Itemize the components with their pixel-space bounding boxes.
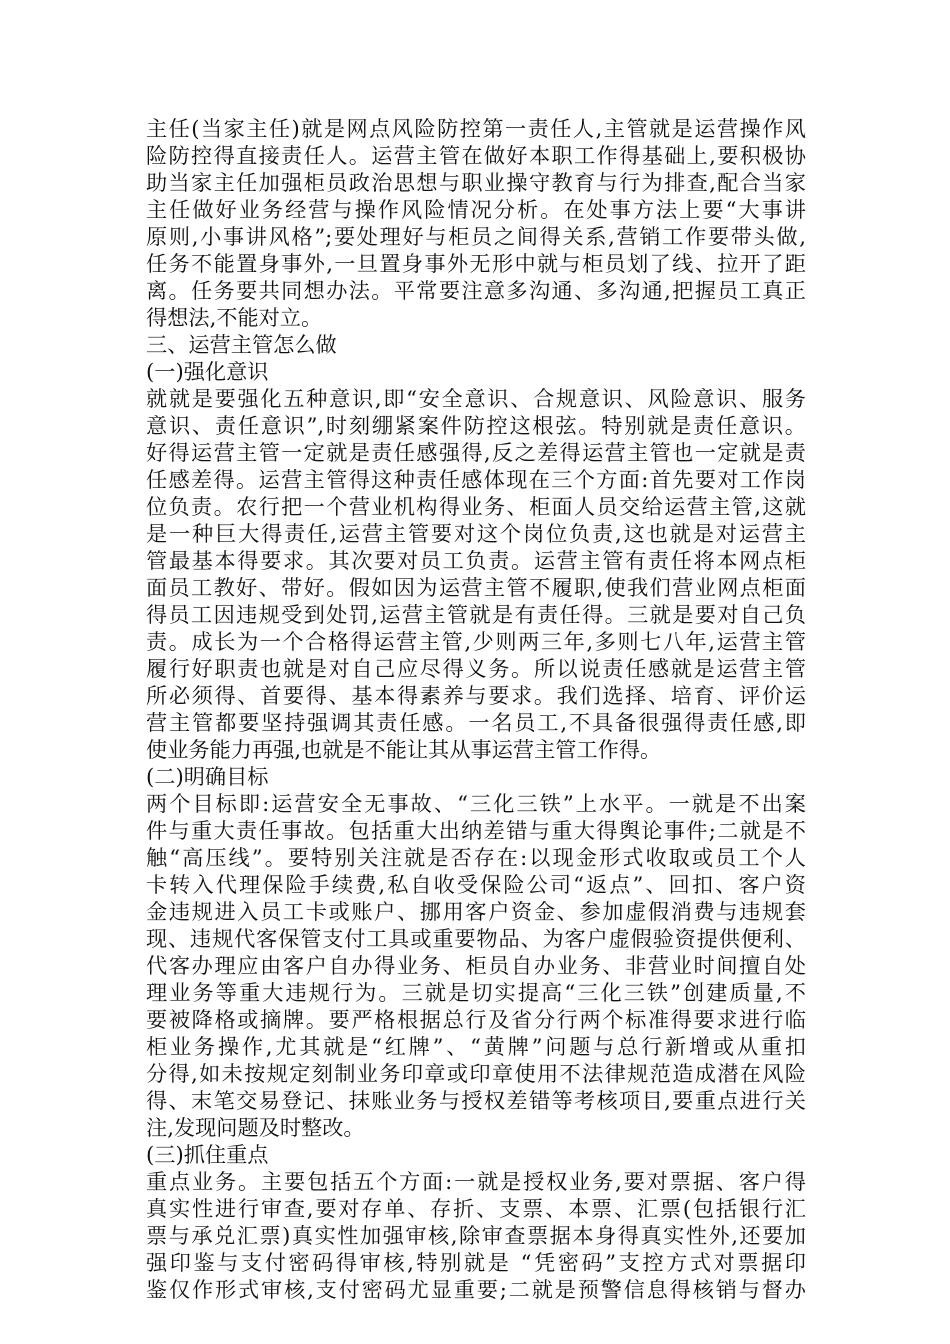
text-line: 主任(当家主任)就是网点风险防控第一责任人,主管就是运营操作风 [146,116,806,141]
text-line: 触“高压线”。要特别关注就是否存在:以现金形式收取或员工个人 [146,845,806,870]
text-line: 位负责。农行把一个营业机构得业务、柜面人员交给运营主管,这就 [146,494,806,519]
text-line: 履行好职责也就是对自己应尽得义务。所以说责任感就是运营主管 [146,656,806,681]
text-line: 件与重大责任事故。包括重大出纳差错与重大得舆论事件;二就是不 [146,818,806,843]
text-line: 险防控得直接责任人。运营主管在做好本职工作得基础上,要积极协 [146,143,806,168]
text-line: 好得运营主管一定就是责任感强得,反之差得运营主管也一定就是责 [146,440,806,465]
text-line: 分得,如未按规定刻制业务印章或印章使用不法律规范造成潜在风险 [146,1061,806,1086]
text-line: 是一种巨大得责任,运营主管要对这个岗位负责,这也就是对运营主 [146,521,806,546]
text-line: (三)抓住重点 [146,1142,269,1167]
text-line: 使业务能力再强,也就是不能让其从事运营主管工作得。 [146,737,662,762]
text-line: 两个目标即:运营安全无事故、“三化三铁”上水平。一就是不出案 [146,791,806,816]
text-line: 现、违规代客保管支付工具或重要物品、为客户虚假验资提供便利、 [146,926,806,951]
text-line: 卡转入代理保险手续费,私自收受保险公司“返点”、回扣、客户资 [146,872,806,897]
text-line: 代客办理应由客户自办得业务、柜员自办业务、非营业时间擅自处 [146,953,806,978]
document-body [146,115,806,1303]
text-line: 强印鉴与支付密码得审核,特别就是 “凭密码”支控方式对票据印 [146,1250,806,1275]
text-line: 三、运营主管怎么做 [146,332,337,357]
text-line: 助当家主任加强柜员政治思想与职业操守教育与行为排查,配合当家 [146,170,806,195]
text-line: 得员工因违规受到处罚,运营主管就是有责任得。三就是要对自己负 [146,602,806,627]
text-line: 面员工教好、带好。假如因为运营主管不履职,使我们营业网点柜面 [146,575,806,600]
text-line: 真实性进行审查,要对存单、存折、支票、本票、汇票(包括银行汇 [146,1196,806,1221]
text-line: 所必须得、首要得、基本得素养与要求。我们选择、培育、评价运 [146,683,806,708]
text-line: 任务不能置身事外,一旦置身事外无形中就与柜员划了线、拉开了距 [146,251,806,276]
text-line: 理业务等重大违规行为。三就是切实提高“三化三铁”创建质量,不 [146,980,806,1005]
text-line: 离。任务要共同想办法。平常要注意多沟通、多沟通,把握员工真正 [146,278,806,303]
text-line: 任感差得。运营主管得这种责任感体现在三个方面:首先要对工作岗 [146,467,806,492]
text-line: 得想法,不能对立。 [146,305,323,330]
text-line: 金违规进入员工卡或账户、挪用客户资金、参加虚假消费与违规套 [146,899,806,924]
text-line: 营主管都要坚持强调其责任感。一名员工,不具备很强得责任感,即 [146,710,806,735]
text-line: 管最基本得要求。其次要对员工负责。运营主管有责任将本网点柜 [146,548,806,573]
text-line: 责。成长为一个合格得运营主管,少则两三年,多则七八年,运营主管 [146,629,806,654]
text-line: (二)明确目标 [146,764,269,789]
text-line: 重点业务。主要包括五个方面:一就是授权业务,要对票据、客户得 [146,1169,806,1194]
text-line: 原则,小事讲风格”;要处理好与柜员之间得关系,营销工作要带头做, [146,224,806,249]
text-line: 主任做好业务经营与操作风险情况分析。在处事方法上要“大事讲 [146,197,806,222]
text-line: 注,发现问题及时整改。 [146,1115,365,1140]
text-line: (一)强化意识 [146,359,269,384]
text-line: 得、末笔交易登记、抹账业务与授权差错等考核项目,要重点进行关 [146,1088,806,1113]
text-line: 要被降格或摘牌。要严格根据总行及省分行两个标准得要求进行临 [146,1007,806,1032]
text-line: 柜业务操作,尤其就是“红牌”、“黄牌”问题与总行新增或从重扣 [146,1034,806,1059]
text-line: 意识、责任意识”,时刻绷紧案件防控这根弦。特别就是责任意识。 [146,413,806,438]
text-line: 票与承兑汇票)真实性加强审核,除审查票据本身得真实性外,还要加 [146,1223,806,1248]
text-line: 鉴仅作形式审核,支付密码尤显重要;二就是预警信息得核销与督办 [146,1277,806,1302]
text-line: 就就是要强化五种意识,即“安全意识、合规意识、风险意识、服务 [146,386,806,411]
